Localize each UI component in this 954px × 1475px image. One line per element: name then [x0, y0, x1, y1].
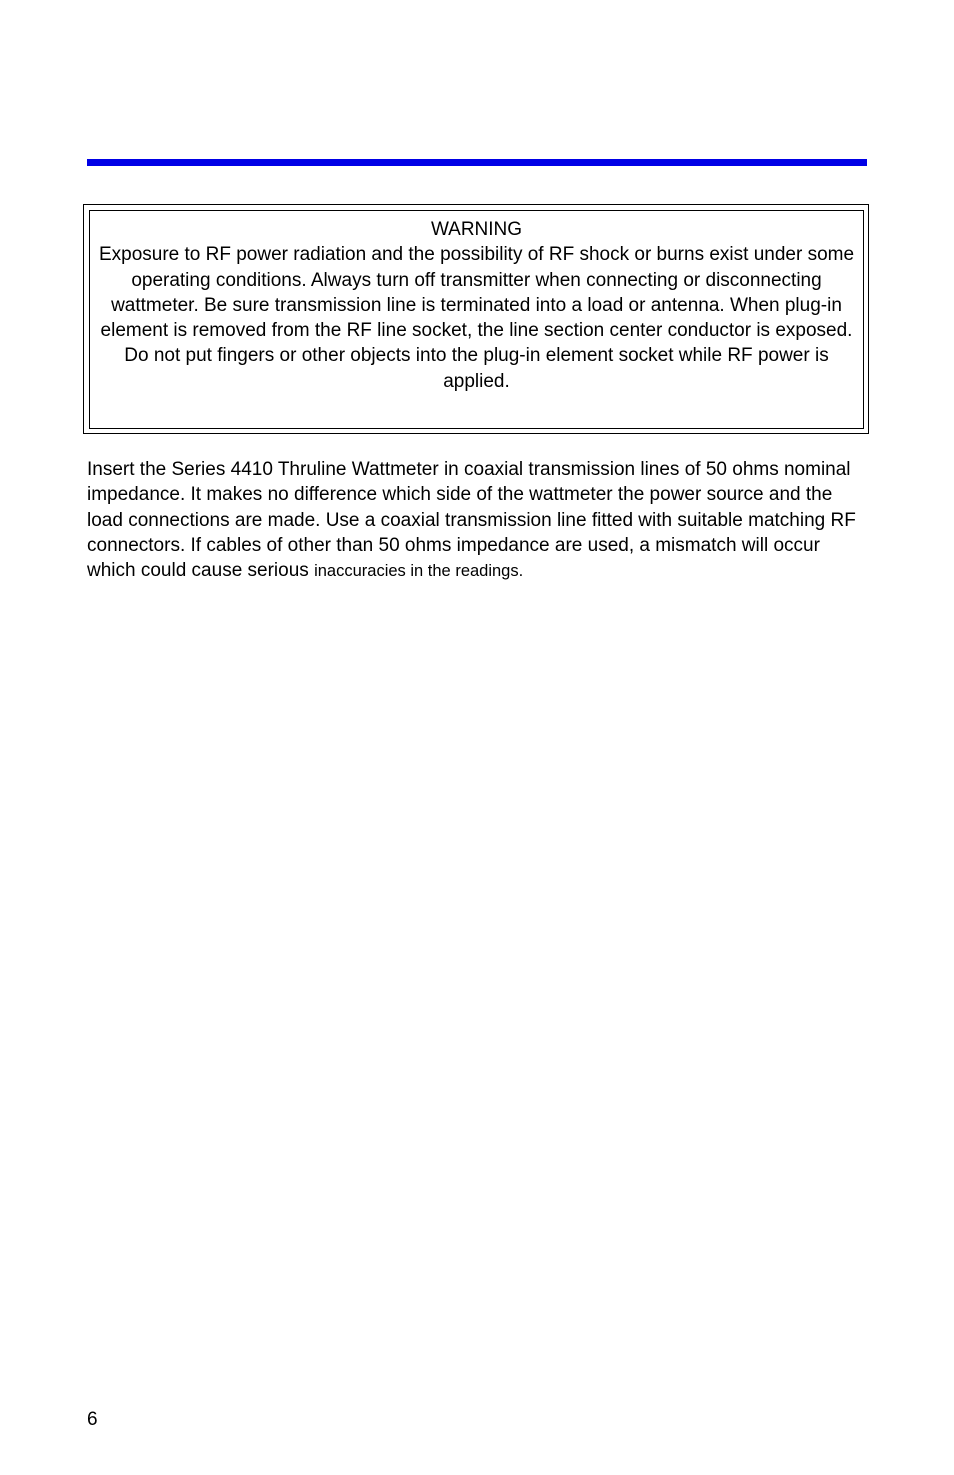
- installation-paragraph-small: inaccuracies in the readings.: [314, 562, 524, 581]
- header-rule: [87, 159, 867, 166]
- installation-paragraph: [87, 457, 872, 584]
- page-number: 6: [87, 1409, 98, 1430]
- warning-box: [89, 210, 864, 429]
- installation-paragraph-main: Insert the Series 4410 Thruline Wattmeter in coaxial transmission lines of 50 ohms nominal impedance. It makes no difference which side of the wattmeter the power source and the load connections are made. Use a coaxial transmission line fitted with suitable matching RF connectors. If cables of other than 50 ohms impedance are used, a mismatch will occur which could cause serious: [87, 459, 856, 582]
- warning-title: WARNING: [430, 219, 523, 240]
- warning-body: Exposure to RF power radiation and the possibility of RF shock or burns exist under some operating conditions. Always turn off transmitter when connecting or disconnecting wattmeter. Be sure transmission line is terminated into a load or antenna. When plug-in element is removed from the RF line socket, the line section center conductor is exposed. Do not put fingers or other objects into the plug-in element socket while RF power is applied.: [98, 244, 855, 392]
